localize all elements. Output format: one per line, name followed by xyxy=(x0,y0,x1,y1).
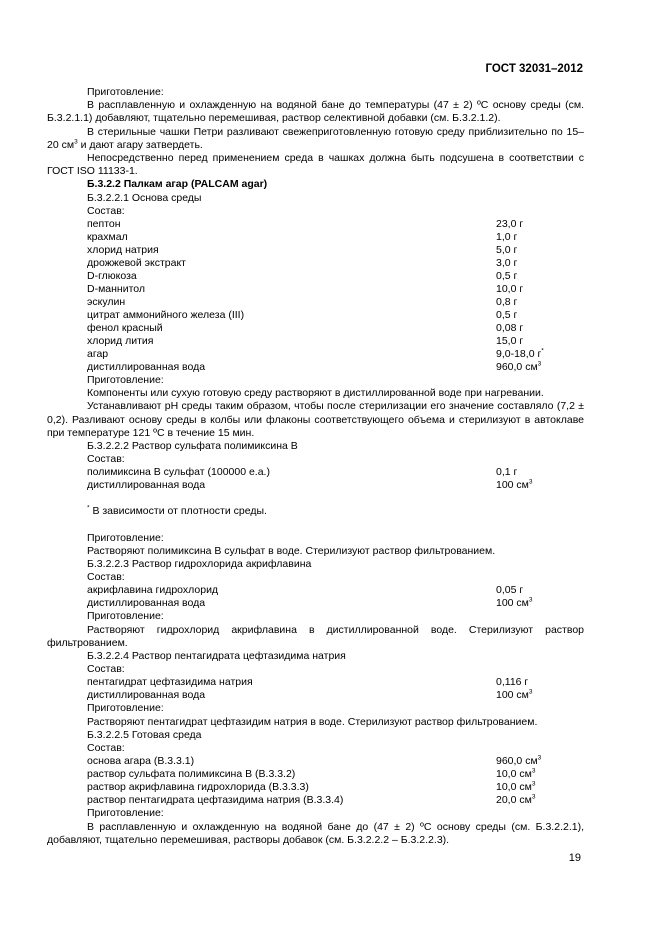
composition-label: Состав: xyxy=(87,663,125,676)
ingredient-amount: 10,0 $см^3$ xyxy=(496,780,536,794)
prep-label: Приготовление: xyxy=(87,531,164,544)
ingredient-name: крахмал xyxy=(87,231,128,244)
composition-list xyxy=(47,676,584,702)
composition-row xyxy=(47,597,584,610)
composition-row xyxy=(47,244,584,257)
ingredient-name: дистиллированная вода xyxy=(87,361,206,374)
subsection-title: Б.3.2.2.3 Раствор гидрохлорида акрифлавина xyxy=(87,558,312,571)
paragraph: В расплавленную и охлажденную на водяной бане до температуры (47 ± 2) ºС основу среды (см. Б.3.2.1.1) добавляют, тщательно перемешивая, раствор селективной добавки (см. Б.3.2.1.2). xyxy=(47,99,584,125)
ingredient-name: хлорид лития xyxy=(87,335,154,348)
subsection-title: Б.3.2.2.4 Раствор пентагидрата цефтазидима натрия xyxy=(87,650,346,663)
ingredient-amount: 10,0 $см^3$ xyxy=(496,767,536,781)
ingredient-name: пептон xyxy=(87,218,121,231)
ingredient-amount: 3,0 г xyxy=(496,257,518,270)
composition-row xyxy=(47,794,584,807)
subsection-title: Б.3.2.2.1 Основа среды xyxy=(87,191,202,204)
prep-label: Приготовление: xyxy=(87,807,164,820)
composition-row xyxy=(47,283,584,296)
ingredient-amount: 0,08 г xyxy=(496,322,524,335)
section-heading: Б.3.2.2 Палкам агар (PALCAM agar) xyxy=(87,178,268,191)
paragraph: В расплавленную и охлажденную на водяной бане до (47 ± 2) ºС основу среды (см. Б.3.2.2.1), добавляют, тщательно перемешивая, растворы добавок (см. Б.3.2.2.2 – Б.3.2.2.3). xyxy=(47,820,584,846)
ingredient-name: фенол красный xyxy=(87,322,163,335)
ingredient-name: эскулин xyxy=(87,296,126,309)
composition-row xyxy=(47,348,584,361)
ingredient-name: акрифлавина гидрохлорид xyxy=(87,584,219,597)
composition-list xyxy=(47,755,584,807)
ingredient-name: цитрат аммонийного железа (III) xyxy=(87,309,245,322)
composition-row xyxy=(47,755,584,768)
paragraph: Непосредственно перед применением среда в чашках должна быть подсушена в соответствии с ГОСТ ISO 11133-1. xyxy=(47,152,584,178)
ingredient-amount: 100 $см^3$ xyxy=(496,596,533,610)
prep-label: Приготовление: xyxy=(87,610,164,623)
composition-row xyxy=(47,466,584,479)
ingredient-name: полимиксина В сульфат (100000 е.а.) xyxy=(87,466,270,479)
ingredient-name: дистиллированная вода xyxy=(87,689,206,702)
ingredient-name: пентагидрат цефтазидима натрия xyxy=(87,676,253,689)
composition-row xyxy=(47,335,584,348)
composition-label: Состав: xyxy=(87,204,125,217)
paragraph: Устанавливают pH среды таким образом, чтобы после стерилизации его значение составляло (7,2 ± 0,2). Разливают основу среды в колбы или флаконы соответствующего объема и стерилизуют в автоклаве при температуре 121 ºС в течение 15 мин. xyxy=(47,400,584,439)
composition-row xyxy=(47,676,584,689)
ingredient-amount: 0,1 г xyxy=(496,466,518,479)
ingredient-amount: 9,0-18,0 г* xyxy=(496,347,544,361)
composition-row xyxy=(47,781,584,794)
ingredient-name: дистиллированная вода xyxy=(87,597,206,610)
ingredient-name: дрожжевой экстракт xyxy=(87,257,186,270)
page-body xyxy=(47,86,584,847)
composition-row xyxy=(47,257,584,270)
ingredient-amount: 10,0 г xyxy=(496,283,524,296)
ingredient-name: основа агара (В.3.3.1) xyxy=(87,755,195,768)
paragraph: Растворяют полимиксина В сульфат в воде. Стерилизуют раствор фильтрованием. xyxy=(87,544,496,557)
composition-label: Состав: xyxy=(87,571,125,584)
subsection-title: Б.3.2.2.5 Готовая среда xyxy=(87,728,202,741)
composition-row xyxy=(47,231,584,244)
ingredient-name: раствор сульфата полимиксина В (В.3.3.2) xyxy=(87,768,296,781)
composition-list xyxy=(47,218,584,374)
ingredient-amount: 100 $см^3$ xyxy=(496,478,533,492)
composition-label: Состав: xyxy=(87,742,125,755)
page-number: 19 xyxy=(568,852,581,864)
ingredient-amount: 960,0 $см^3$ xyxy=(496,360,542,374)
footnote: * В зависимости от плотности среды. xyxy=(87,504,267,518)
ingredient-amount: 0,116 г xyxy=(496,676,529,689)
ingredient-amount: 15,0 г xyxy=(496,335,524,348)
paragraph: В стерильные чашки Петри разливают свежеприготовленную готовую среду приблизительно по 15–20 $см^3$ и дают агару затвердеть. xyxy=(47,125,584,151)
composition-row xyxy=(47,361,584,374)
ingredient-amount: 20,0 $см^3$ xyxy=(496,793,536,807)
ingredient-name: D-маннитол xyxy=(87,283,146,296)
paragraph: Растворяют гидрохлорид акрифлавина в дистиллированной воде. Стерилизуют раствор фильтрованием. xyxy=(47,623,584,649)
ingredient-name: раствор акрифлавина гидрохлорида (В.3.3.3) xyxy=(87,781,309,794)
ingredient-name: D-глюкоза xyxy=(87,270,137,283)
prep-label: Приготовление: xyxy=(87,702,164,715)
ingredient-amount: 0,5 г xyxy=(496,309,518,322)
composition-row xyxy=(47,296,584,309)
ingredient-amount: 0,5 г xyxy=(496,270,518,283)
prep-label: Приготовление: xyxy=(87,374,164,387)
ingredient-name: агар xyxy=(87,348,109,361)
composition-row xyxy=(47,689,584,702)
ingredient-amount: 0,05 г xyxy=(496,584,524,597)
ingredient-amount: 1,0 г xyxy=(496,231,518,244)
composition-list xyxy=(47,466,584,492)
composition-row xyxy=(47,584,584,597)
paragraph: Растворяют пентагидрат цефтазидим натрия в воде. Стерилизуют раствор фильтрованием. xyxy=(87,715,538,728)
subsection-title: Б.3.2.2.2 Раствор сульфата полимиксина В xyxy=(87,440,298,453)
composition-row xyxy=(47,322,584,335)
ingredient-amount: 23,0 г xyxy=(496,218,524,231)
ingredient-name: раствор пентагидрата цефтазидима натрия (В.3.3.4) xyxy=(87,794,344,807)
prep-label: Приготовление: xyxy=(87,86,164,98)
composition-row xyxy=(47,218,584,231)
ingredient-amount: 5,0 г xyxy=(496,244,518,257)
ingredient-amount: 960,0 $см^3$ xyxy=(496,754,542,768)
composition-row xyxy=(47,768,584,781)
ingredient-name: дистиллированная вода xyxy=(87,479,206,492)
paragraph: Компоненты или сухую готовую среду растворяют в дистиллированной воде при нагревании. xyxy=(87,387,544,400)
composition-row xyxy=(47,309,584,322)
composition-row xyxy=(47,270,584,283)
ingredient-name: хлорид натрия xyxy=(87,244,159,257)
ingredient-amount: 100 $см^3$ xyxy=(496,688,533,702)
composition-row xyxy=(47,479,584,492)
document-header: ГОСТ 32031–2012 xyxy=(485,63,583,75)
ingredient-amount: 0,8 г xyxy=(496,296,518,309)
composition-list xyxy=(47,584,584,610)
composition-label: Состав: xyxy=(87,453,125,466)
